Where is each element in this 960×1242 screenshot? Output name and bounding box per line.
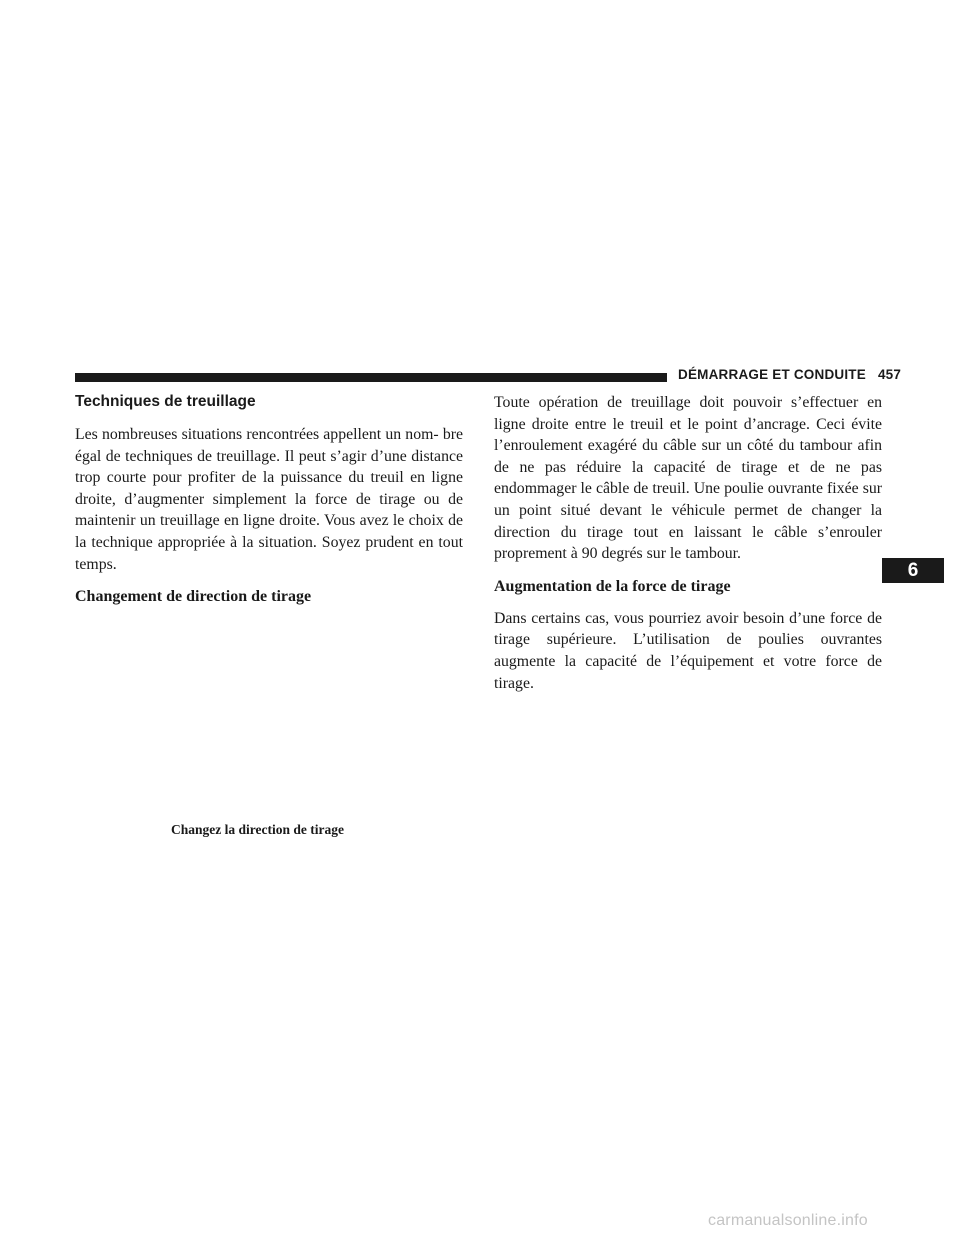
increase-force-paragraph: Dans certains cas, vous pourriez avoir besoin d’une force de tirage supérieure. L’utilisation de poulies ouvrantes augmente la capacité de l’équipement et votre force de tirage.: [494, 609, 882, 692]
section-title: Techniques de treuillage: [75, 393, 256, 410]
header-section-title: DÉMARRAGE ET CONDUITE: [678, 367, 866, 382]
straight-line-paragraph: Toute opération de treuillage doit pouvoir s’effectuer en ligne droite entre le treuil et le point d’ancrage. Ceci évite l’enroulement exagéré du câble sur un côté du tambour afin de ne pas réduire la capacité de tirage et de ne pas endommager le câble de treuil. Une poulie ouvrante fixée sur un point situé devant le véhicule permet de changer la direction du tirage tout en laissant le câble s’enrouler proprement à 90 degrés sur le tambour.: [494, 394, 882, 563]
intro-paragraph: Les nombreuses situations rencontrées appellent un nom- bre égal de techniques de treuillage. Il peut s’agir d’une distance trop courte pour profiter de la puissance du treuil en ligne droite, d’augmenter simplement la force de tirage ou de maintenir un treuillage en ligne droite. Vous avez le choix de la technique appropriée à la situation. Soyez prudent en tout temps.: [75, 426, 463, 573]
running-header: [678, 367, 902, 382]
subheading-change-direction: Changement de direction de tirage: [75, 588, 312, 606]
right-column: [494, 392, 882, 705]
subheading-increase-force: Augmentation de la force de tirage: [494, 577, 731, 595]
watermark-text: carmanualsonline.info: [708, 1212, 868, 1229]
figure-caption: Changez la direction de tirage: [171, 822, 344, 837]
left-column: [75, 392, 463, 618]
figure-placeholder: [75, 600, 463, 815]
header-rule: [75, 373, 667, 382]
page-number: 457: [877, 367, 902, 382]
chapter-tab: 6: [882, 558, 944, 583]
